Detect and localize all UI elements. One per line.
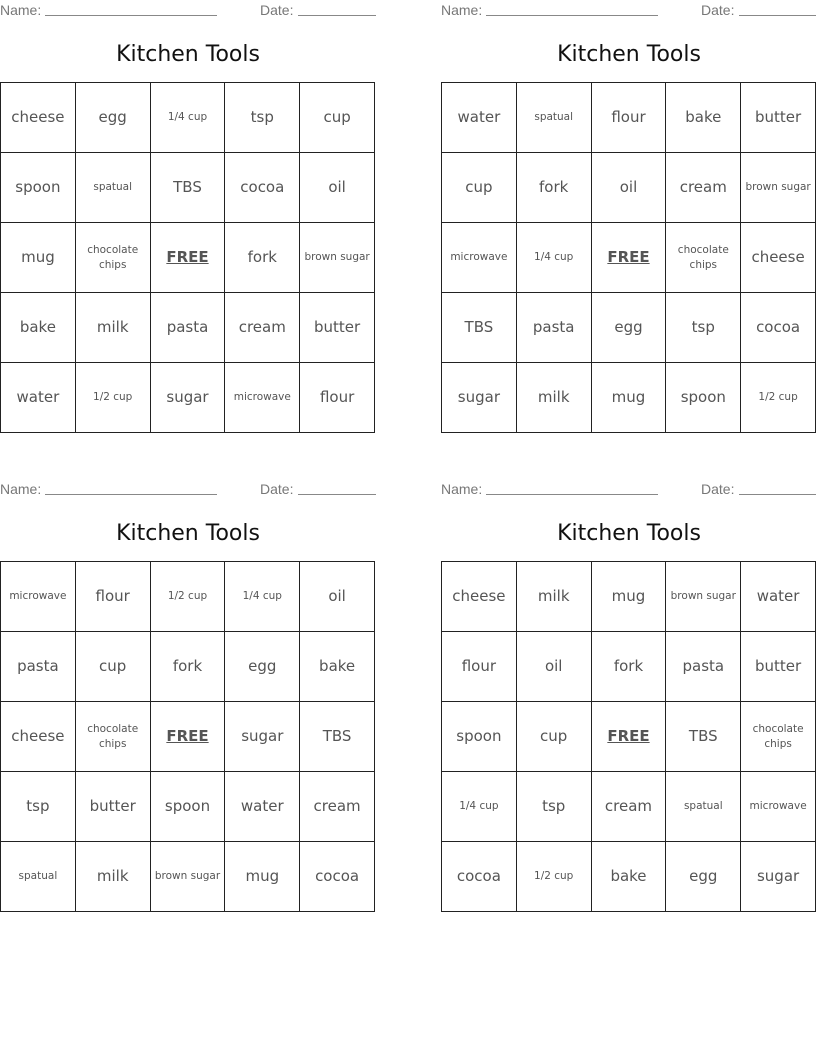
bingo-cell[interactable]: 1/4 cup	[225, 562, 300, 632]
bingo-cell[interactable]: cup	[517, 702, 592, 772]
bingo-grid	[441, 561, 816, 912]
bingo-cell[interactable]: 1/4 cup	[151, 83, 226, 153]
date-blank-line	[298, 494, 376, 495]
bingo-cell[interactable]: flour	[300, 363, 375, 433]
bingo-cell[interactable]: tsp	[225, 83, 300, 153]
bingo-cell[interactable]: cheese	[442, 562, 517, 632]
bingo-cell[interactable]: fork	[592, 632, 667, 702]
bingo-cell[interactable]: flour	[76, 562, 151, 632]
bingo-cell[interactable]: milk	[76, 293, 151, 363]
bingo-cell[interactable]: mug	[225, 842, 300, 912]
name-label: Name:	[0, 481, 42, 497]
bingo-cell[interactable]: cocoa	[225, 153, 300, 223]
card-title: Kitchen Tools	[116, 521, 260, 546]
bingo-grid	[441, 82, 816, 433]
bingo-cell[interactable]: tsp	[517, 772, 592, 842]
bingo-cell[interactable]: butter	[76, 772, 151, 842]
card-title: Kitchen Tools	[557, 521, 701, 546]
bingo-cell[interactable]: cream	[300, 772, 375, 842]
free-space-cell[interactable]: FREE	[151, 223, 226, 293]
bingo-cell[interactable]: cheese	[1, 702, 76, 772]
bingo-cell[interactable]: spoon	[1, 153, 76, 223]
bingo-cell[interactable]: bake	[300, 632, 375, 702]
bingo-cell[interactable]: butter	[741, 632, 816, 702]
bingo-cell[interactable]: water	[442, 83, 517, 153]
bingo-cell[interactable]: fork	[151, 632, 226, 702]
bingo-cell[interactable]: chocolate chips	[741, 702, 816, 772]
date-label: Date:	[701, 2, 735, 18]
name-label: Name:	[441, 2, 483, 18]
free-space-cell[interactable]: FREE	[592, 223, 667, 293]
bingo-cell[interactable]: chocolate chips	[666, 223, 741, 293]
name-blank-line	[45, 494, 217, 495]
bingo-cell[interactable]: cocoa	[300, 842, 375, 912]
name-date-header	[441, 481, 816, 499]
date-blank-line	[298, 15, 376, 16]
bingo-cell[interactable]: 1/2 cup	[76, 363, 151, 433]
bingo-cell[interactable]: bake	[666, 83, 741, 153]
bingo-cell[interactable]: TBS	[442, 293, 517, 363]
bingo-cell[interactable]: water	[741, 562, 816, 632]
bingo-cell[interactable]: milk	[76, 842, 151, 912]
bingo-cell[interactable]: pasta	[151, 293, 226, 363]
bingo-cell[interactable]: butter	[300, 293, 375, 363]
bingo-cell[interactable]: cream	[666, 153, 741, 223]
bingo-cell[interactable]: sugar	[442, 363, 517, 433]
bingo-cell[interactable]: cup	[300, 83, 375, 153]
bingo-cell[interactable]: cheese	[1, 83, 76, 153]
bingo-cell[interactable]: tsp	[1, 772, 76, 842]
bingo-cell[interactable]: pasta	[517, 293, 592, 363]
bingo-cell[interactable]: pasta	[1, 632, 76, 702]
bingo-cell[interactable]: cream	[225, 293, 300, 363]
bingo-cell[interactable]: bake	[592, 842, 667, 912]
date-label: Date:	[260, 481, 294, 497]
date-blank-line	[739, 15, 816, 16]
name-blank-line	[45, 15, 217, 16]
date-label: Date:	[701, 481, 735, 497]
bingo-card-4	[441, 479, 816, 919]
bingo-cell[interactable]: sugar	[151, 363, 226, 433]
bingo-cell[interactable]: brown sugar	[151, 842, 226, 912]
bingo-cell[interactable]: cocoa	[442, 842, 517, 912]
bingo-cell[interactable]: spatual	[517, 83, 592, 153]
bingo-cell[interactable]: chocolate chips	[76, 223, 151, 293]
bingo-cell[interactable]: fork	[517, 153, 592, 223]
bingo-cell[interactable]: oil	[300, 153, 375, 223]
bingo-cell[interactable]: cocoa	[741, 293, 816, 363]
bingo-cell[interactable]: oil	[300, 562, 375, 632]
bingo-cell[interactable]: microwave	[1, 562, 76, 632]
bingo-cell[interactable]: spatual	[1, 842, 76, 912]
bingo-cell[interactable]: butter	[741, 83, 816, 153]
bingo-cell[interactable]: spoon	[666, 363, 741, 433]
name-label: Name:	[0, 2, 42, 18]
name-blank-line	[486, 494, 658, 495]
name-date-header	[441, 2, 816, 20]
name-date-header	[0, 481, 376, 499]
bingo-cell[interactable]: cheese	[741, 223, 816, 293]
bingo-cell[interactable]: water	[225, 772, 300, 842]
bingo-cell[interactable]: sugar	[741, 842, 816, 912]
bingo-cell[interactable]: oil	[517, 632, 592, 702]
bingo-grid	[0, 561, 375, 912]
name-label: Name:	[441, 481, 483, 497]
bingo-cell[interactable]: mug	[592, 363, 667, 433]
bingo-cell[interactable]: 1/4 cup	[442, 772, 517, 842]
card-title: Kitchen Tools	[116, 42, 260, 67]
bingo-cell[interactable]: mug	[592, 562, 667, 632]
bingo-cell[interactable]: 1/2 cup	[151, 562, 226, 632]
bingo-cell[interactable]: cup	[442, 153, 517, 223]
bingo-cell[interactable]: spoon	[442, 702, 517, 772]
bingo-cell[interactable]: bake	[1, 293, 76, 363]
bingo-card-2	[441, 0, 816, 440]
free-space-cell[interactable]: FREE	[151, 702, 226, 772]
bingo-cell[interactable]: TBS	[300, 702, 375, 772]
bingo-cell[interactable]: spatual	[76, 153, 151, 223]
bingo-cell[interactable]: cup	[76, 632, 151, 702]
bingo-cell[interactable]: egg	[592, 293, 667, 363]
bingo-cell[interactable]: flour	[442, 632, 517, 702]
bingo-cell[interactable]: milk	[517, 363, 592, 433]
date-label: Date:	[260, 2, 294, 18]
bingo-cell[interactable]: brown sugar	[300, 223, 375, 293]
bingo-cell[interactable]: mug	[1, 223, 76, 293]
bingo-cell[interactable]: brown sugar	[666, 562, 741, 632]
bingo-card-1	[0, 0, 376, 440]
bingo-cell[interactable]: microwave	[225, 363, 300, 433]
bingo-cell[interactable]: microwave	[442, 223, 517, 293]
bingo-cell[interactable]: TBS	[151, 153, 226, 223]
bingo-cell[interactable]: pasta	[666, 632, 741, 702]
bingo-cell[interactable]: egg	[666, 842, 741, 912]
free-space-cell[interactable]: FREE	[592, 702, 667, 772]
card-title: Kitchen Tools	[557, 42, 701, 67]
bingo-grid	[0, 82, 375, 433]
bingo-cell[interactable]: microwave	[741, 772, 816, 842]
bingo-cell[interactable]: milk	[517, 562, 592, 632]
bingo-cell[interactable]: 1/4 cup	[517, 223, 592, 293]
bingo-cell[interactable]: oil	[592, 153, 667, 223]
bingo-cell[interactable]: chocolate chips	[76, 702, 151, 772]
bingo-cell[interactable]: sugar	[225, 702, 300, 772]
bingo-cell[interactable]: tsp	[666, 293, 741, 363]
bingo-cell[interactable]: egg	[76, 83, 151, 153]
bingo-cell[interactable]: spatual	[666, 772, 741, 842]
name-blank-line	[486, 15, 658, 16]
bingo-cell[interactable]: fork	[225, 223, 300, 293]
name-date-header	[0, 2, 376, 20]
bingo-cell[interactable]: cream	[592, 772, 667, 842]
bingo-cell[interactable]: flour	[592, 83, 667, 153]
date-blank-line	[739, 494, 816, 495]
bingo-cell[interactable]: brown sugar	[741, 153, 816, 223]
bingo-cell[interactable]: water	[1, 363, 76, 433]
bingo-cell[interactable]: TBS	[666, 702, 741, 772]
bingo-cell[interactable]: spoon	[151, 772, 226, 842]
bingo-cell[interactable]: 1/2 cup	[741, 363, 816, 433]
bingo-cell[interactable]: egg	[225, 632, 300, 702]
bingo-cell[interactable]: 1/2 cup	[517, 842, 592, 912]
bingo-card-3	[0, 479, 376, 919]
